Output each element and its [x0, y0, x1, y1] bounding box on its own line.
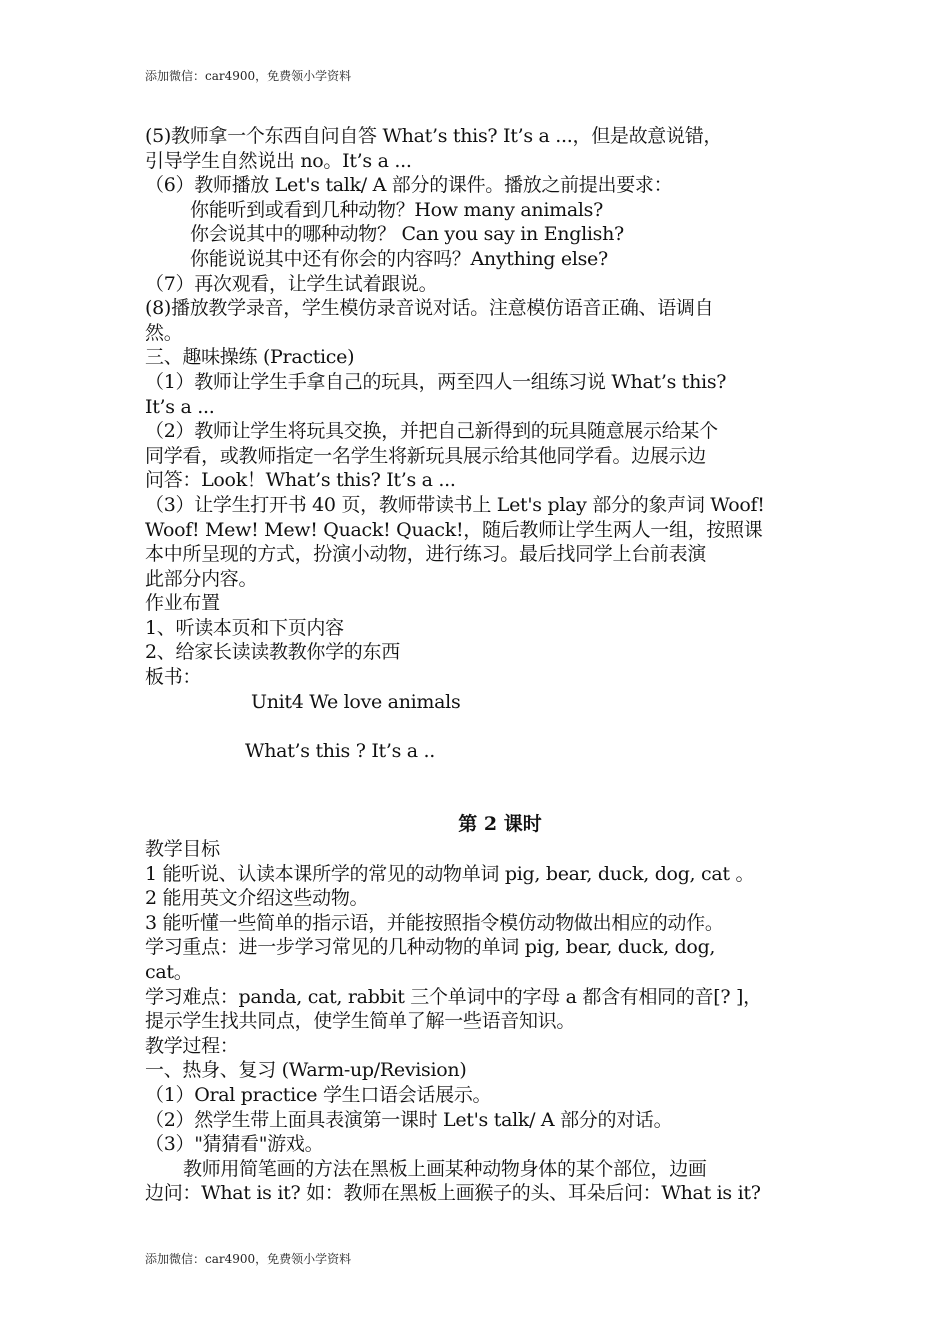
page-header: 添加微信：car4900，免费领小学资料 [145, 69, 352, 83]
text-line: （7）再次观看，让学生试着跟说。 [145, 272, 438, 295]
text-line: 1、听读本页和下页内容 [145, 616, 344, 639]
text-line: （1）Oral practice 学生口语会话展示。 [145, 1083, 492, 1106]
text-line: 学习难点：panda, cat, rabbit 三个单词中的字母 a 都含有相同的音[? ]， [145, 985, 762, 1008]
text-line: 提示学生找共同点，使学生简单了解一些语音知识。 [145, 1010, 576, 1033]
text-line: （2）然学生带上面具表演第一课时 Let's talk/ A 部分的对话。 [145, 1108, 673, 1131]
text-line: 问答：Look！What’s this? It’s a ... [145, 469, 456, 492]
text-line: 1 能听说、认读本课所学的常见的动物单词 pig, bear, duck, dog, cat 。 [145, 862, 755, 885]
lesson-title: 第 2 课时 [458, 813, 542, 836]
text-line: 2 能用英文介绍这些动物。 [145, 887, 369, 910]
section-heading: 教学过程： [145, 1034, 239, 1057]
text-line: 然。 [145, 321, 183, 344]
text-line: 边问：What is it? 如：教师在黑板上画猴子的头、耳朵后问：What is it? [145, 1182, 761, 1205]
document-body [145, 124, 815, 1206]
text-line: 学习重点：进一步学习常见的几种动物的单词 pig, bear, duck, dog, [145, 936, 716, 959]
text-line: （6）教师播放 Let's talk/ A 部分的课件。播放之前提出要求： [145, 174, 673, 197]
text-line: (8)播放教学录音，学生模仿录音说对话。注意模仿语音正确、语调自 [145, 297, 714, 320]
page-footer: 添加微信：car4900，免费领小学资料 [145, 1252, 352, 1266]
text-line: 教师用简笔画的方法在黑板上画某种动物身体的某个部位，边画 [183, 1157, 707, 1180]
board-title: Unit4 We love animals [251, 690, 461, 713]
text-line: Woof! Mew! Mew! Quack! Quack!，随后教师让学生两人一组，按照课 [145, 518, 763, 541]
section-heading: 板书： [145, 666, 202, 689]
text-line: 此部分内容。 [145, 567, 258, 590]
text-line: It’s a ... [145, 395, 215, 418]
text-line: 你会说其中的哪种动物？ Can you say in English? [190, 223, 624, 246]
text-line: 引导学生自然说出 no。It’s a ... [145, 149, 412, 172]
text-line: （3）"猜猜看"游戏。 [145, 1133, 324, 1156]
section-heading: 教学目标 [145, 838, 220, 861]
text-line: 你能听到或看到几种动物？How many animals? [190, 198, 603, 221]
text-line: cat。 [145, 961, 193, 983]
text-line: （2）教师让学生将玩具交换，并把自己新得到的玩具随意展示给某个 [145, 420, 718, 443]
text-line: （1）教师让学生手拿自己的玩具，两至四人一组练习说 What’s this? [145, 370, 727, 393]
text-line: 本中所呈现的方式，扮演小动物，进行练习。最后找同学上台前表演 [145, 543, 707, 566]
section-heading: 三、趣味操练 (Practice) [145, 346, 355, 369]
text-line: (5)教师拿一个东西自问自答 What’s this? It’s a ...，但是故意说错， [145, 125, 723, 147]
section-heading: 一、热身、复习 (Warm-up/Revision) [145, 1059, 467, 1082]
text-line: 2、给家长读读教教你学的东西 [145, 641, 400, 664]
text-line: （3）让学生打开书 40 页，教师带读书上 Let's play 部分的象声词 Woof! [145, 493, 765, 516]
text-line: 3 能听懂一些简单的指示语，并能按照指令模仿动物做出相应的动作。 [145, 911, 724, 934]
board-sentence: What’s this ? It’s a .. [245, 739, 436, 762]
text-line: 你能说说其中还有你会的内容吗？Anything else? [190, 247, 608, 270]
section-heading: 作业布置 [145, 592, 220, 615]
text-line: 同学看，或教师指定一名学生将新玩具展示给其他同学看。边展示边 [145, 444, 707, 467]
